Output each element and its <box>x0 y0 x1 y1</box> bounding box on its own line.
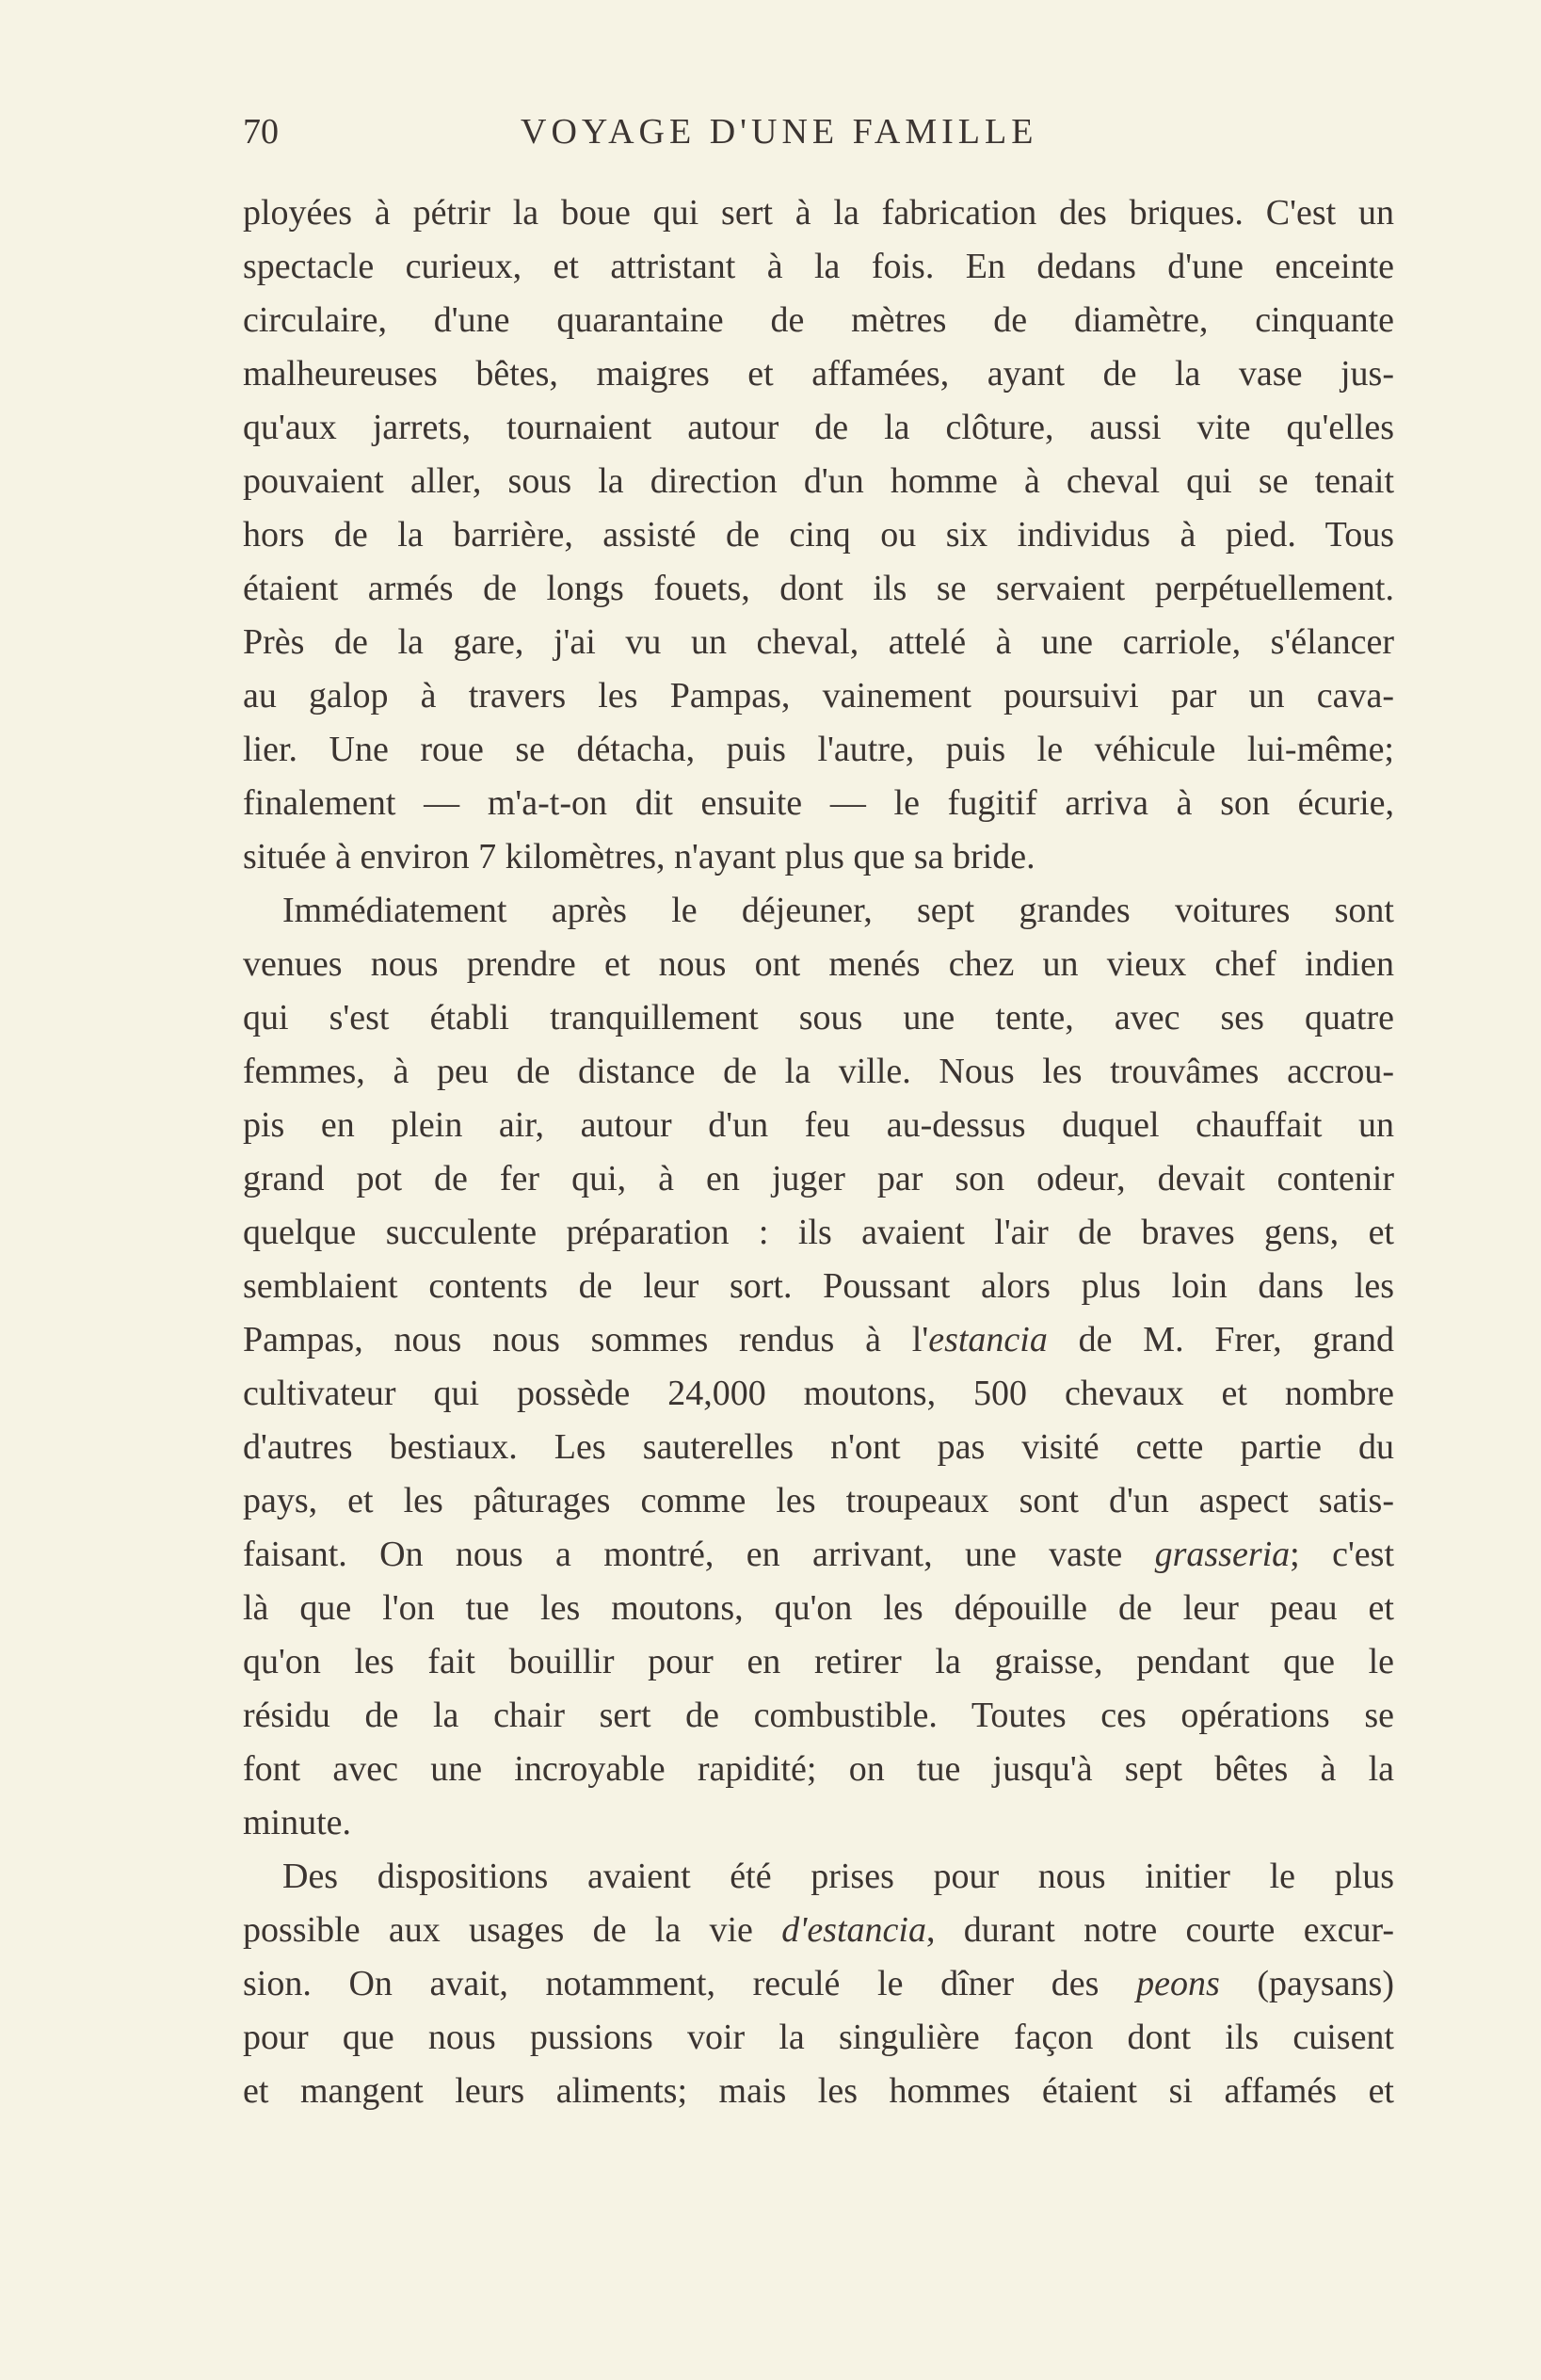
text-line: semblaient contents de leur sort. Poussant alors plus loin dans les <box>243 1266 1394 1306</box>
text-line: qu'on les fait bouillir pour en retirer la graisse, pendant que le <box>243 1642 1394 1681</box>
body-text <box>243 186 1394 2118</box>
italic-term: grasseria <box>1154 1535 1291 1574</box>
text-line <box>243 1957 1394 2011</box>
italic-term: d'estancia <box>781 1910 926 1950</box>
text-line: située à environ 7 kilomètres, n'ayant plus que sa bride. <box>243 837 1035 876</box>
paragraph <box>243 884 1394 1850</box>
paragraph <box>243 186 1394 884</box>
text-line: Des dispositions avaient été prises pour nous initier le plus <box>282 1857 1394 1896</box>
text-line: font avec une incroyable rapidité; on tue jusqu'à sept bêtes à la <box>243 1749 1394 1789</box>
text-line: là que l'on tue les moutons, qu'on les dépouille de leur peau et <box>243 1588 1394 1628</box>
text-line: pouvaient aller, sous la direction d'un homme à cheval qui se tenait <box>243 461 1394 501</box>
text-line: malheureuses bêtes, maigres et affamées, ayant de la vase jus- <box>243 354 1394 394</box>
text-line <box>243 1313 1394 1367</box>
text-segment: ; c'est <box>1290 1535 1394 1574</box>
italic-term: estancia <box>928 1320 1048 1359</box>
text-segment: (paysans) <box>1219 1964 1394 2003</box>
text-line: Près de la gare, j'ai vu un cheval, attelé à une carriole, s'élancer <box>243 622 1394 662</box>
text-line: au galop à travers les Pampas, vainement poursuivi par un cava- <box>243 676 1394 716</box>
text-segment: faisant. On nous a montré, en arrivant, une vaste <box>243 1535 1155 1574</box>
text-line: minute. <box>243 1803 352 1842</box>
text-line: cultivateur qui possède 24,000 moutons, 500 chevaux et nombre <box>243 1374 1394 1413</box>
text-line: d'autres bestiaux. Les sauterelles n'ont pas visité cette partie du <box>243 1427 1394 1467</box>
text-line: ployées à pétrir la boue qui sert à la fabrication des briques. C'est un <box>243 193 1394 233</box>
text-line: venues nous prendre et nous ont menés chez un vieux chef indien <box>243 944 1394 984</box>
italic-term: peons <box>1136 1964 1220 2003</box>
text-line: et mangent leurs aliments; mais les hommes étaient si affamés et <box>243 2071 1394 2111</box>
text-line: étaient armés de longs fouets, dont ils se servaient perpétuellement. <box>243 569 1394 608</box>
text-line: quelque succulente préparation : ils avaient l'air de braves gens, et <box>243 1213 1394 1252</box>
text-segment: , durant notre courte excur- <box>925 1910 1394 1950</box>
text-line: lier. Une roue se détacha, puis l'autre, puis le véhicule lui-même; <box>243 730 1394 769</box>
text-segment: sion. On avait, notamment, reculé le dîner des <box>243 1964 1137 2003</box>
text-line: qu'aux jarrets, tournaient autour de la clôture, aussi vite qu'elles <box>243 408 1394 447</box>
text-line: circulaire, d'une quarantaine de mètres de diamètre, cinquante <box>243 300 1394 340</box>
text-segment: possible aux usages de la vie <box>243 1910 782 1950</box>
text-segment: Pampas, nous nous sommes rendus à l' <box>243 1320 929 1359</box>
text-line: spectacle curieux, et attristant à la fois. En dedans d'une enceinte <box>243 247 1394 286</box>
text-line: qui s'est établi tranquillement sous une tente, avec ses quatre <box>243 998 1394 1037</box>
text-line: pays, et les pâturages comme les troupeaux sont d'un aspect satis- <box>243 1481 1394 1520</box>
text-line: femmes, à peu de distance de la ville. Nous les trouvâmes accrou- <box>243 1052 1394 1091</box>
text-line: pour que nous pussions voir la singulière façon dont ils cuisent <box>243 2018 1394 2057</box>
text-line: Immédiatement après le déjeuner, sept grandes voitures sont <box>282 891 1394 930</box>
text-segment: de M. Frer, grand <box>1047 1320 1394 1359</box>
paragraph <box>243 1850 1394 2118</box>
running-title: VOYAGE D'UNE FAMILLE <box>521 112 1038 152</box>
page-number: 70 <box>243 112 279 152</box>
text-line: hors de la barrière, assisté de cinq ou six individus à pied. Tous <box>243 515 1394 555</box>
text-line: pis en plein air, autour d'un feu au-dessus duquel chauffait un <box>243 1105 1394 1145</box>
text-line <box>243 1528 1394 1582</box>
text-line: résidu de la chair sert de combustible. Toutes ces opérations se <box>243 1696 1394 1735</box>
running-head <box>243 111 1394 168</box>
text-line: finalement — m'a-t-on dit ensuite — le fugitif arriva à son écurie, <box>243 783 1394 823</box>
text-line: grand pot de fer qui, à en juger par son odeur, devait contenir <box>243 1159 1394 1198</box>
text-line <box>243 1904 1394 1957</box>
